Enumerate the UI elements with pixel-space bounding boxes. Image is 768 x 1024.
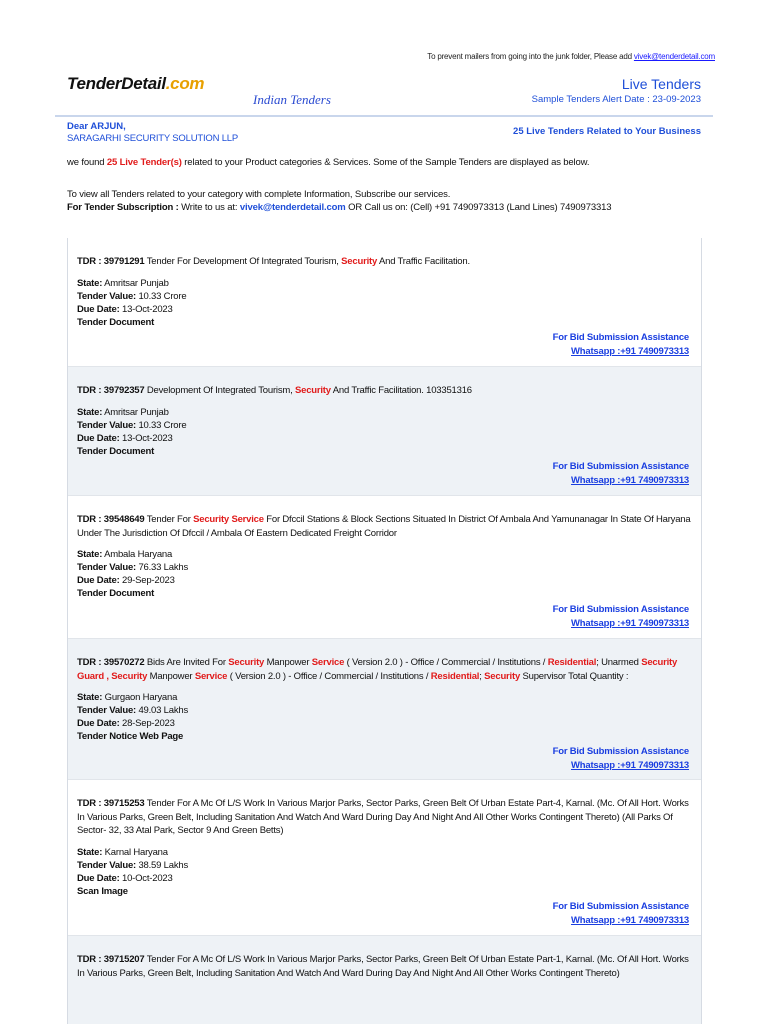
bid-assistance-label[interactable]: For Bid Submission Assistance <box>552 604 689 615</box>
bid-assistance <box>553 745 689 773</box>
whatsapp-link[interactable]: Whatsapp :+91 7490973313 <box>571 915 689 926</box>
whitelist-email-link[interactable]: vivek@tenderdetail.com <box>633 52 715 61</box>
tender-fields <box>77 691 691 743</box>
junk-folder-note <box>427 52 715 61</box>
live-tender-count: 25 Live Tender(s) <box>106 157 182 168</box>
tender-due-date: Due Date: 10-Oct-2023 <box>77 872 173 884</box>
subscribe-line: To view all Tenders related to your category with complete Information, Subscribe our services. <box>67 189 451 200</box>
bid-assistance <box>553 331 689 359</box>
tender-card <box>68 936 701 1024</box>
tender-description: Tender For Security Service For Dfccil Stations & Block Sections Situated In District Of Ambala And Yamunanagar In State Of Haryana Under The Jurisdiction Of Dfccil / Ambala Of Eastern Dedicated Freight Corridor <box>77 514 691 539</box>
bid-assistance-label[interactable]: For Bid Submission Assistance <box>552 746 689 757</box>
tender-state: State: Karnal Haryana <box>77 846 168 858</box>
tender-state: State: Ambala Haryana <box>77 549 173 560</box>
junk-folder-note-text: To prevent mailers from going into the junk folder, Please add <box>427 52 634 61</box>
alert-date: Sample Tenders Alert Date : 23-09-2023 <box>531 94 701 105</box>
tdr-number: 39715207 <box>103 954 145 965</box>
live-tenders-title: Live Tenders <box>621 76 701 92</box>
tender-description: Tender For A Mc Of L/S Work In Various Marjor Parks, Sector Parks, Green Belt Of Urban Estate Part-1, Karnal. (Mc. Of All Hort. Works In Various Parks, Green Belt, Including Sanitation And Watch And Ward During Day And Night And All Other Works Contingent Thereto) <box>77 954 689 979</box>
email-header <box>67 72 701 112</box>
tdr-label: TDR : <box>77 256 104 267</box>
tender-due-date: Due Date: 13-Oct-2023 <box>77 432 173 444</box>
tender-due-date: Due Date: 13-Oct-2023 <box>77 303 173 315</box>
tdr-number: 39715253 <box>103 798 145 809</box>
tender-card <box>68 367 701 496</box>
tender-description: Tender For Development Of Integrated Tourism, Security And Traffic Facilitation. <box>144 256 470 267</box>
tender-card <box>68 639 701 780</box>
tender-list <box>67 238 702 1024</box>
tender-value: Tender Value: 49.03 Lakhs <box>77 705 189 716</box>
bid-assistance-label[interactable]: For Bid Submission Assistance <box>552 461 689 472</box>
subscription-email-link[interactable]: vivek@tenderdetail.com <box>239 202 346 213</box>
tdr-number: 39548649 <box>103 514 145 525</box>
logo-suffix-text: .com <box>165 74 205 93</box>
tender-document-link[interactable]: Tender Document <box>77 316 155 328</box>
tender-fields <box>77 406 691 458</box>
bid-assistance-label[interactable]: For Bid Submission Assistance <box>552 332 689 343</box>
tender-title: TDR : 39548649 Tender For Security Service For Dfccil Stations & Block Sections Situated In District Of Ambala And Yamunanagar In State Of Haryana Under The Jurisdiction Of Dfccil / Ambala Of Eastern Dedicated Freight Corridor <box>77 514 691 539</box>
tender-title: TDR : 39715207 Tender For A Mc Of L/S Work In Various Marjor Parks, Sector Parks, Green Belt Of Urban Estate Part-1, Karnal. (Mc. Of All Hort. Works In Various Parks, Green Belt, Including Sanitation And Watch And Ward During Day And Night And All Other Works Contingent Thereto) <box>77 954 689 979</box>
tagline: Indian Tenders <box>253 92 331 107</box>
tender-card <box>68 780 701 936</box>
tender-value: Tender Value: 76.33 Lakhs <box>77 562 189 573</box>
tender-notice-link[interactable]: Tender Notice Web Page <box>77 731 184 742</box>
greeting <box>67 121 701 144</box>
header-divider <box>55 115 713 117</box>
tender-title: TDR : 39792357 Development Of Integrated Tourism, Security And Traffic Facilitation. 103351316 <box>77 385 472 396</box>
whatsapp-link[interactable]: Whatsapp :+91 7490973313 <box>571 475 689 486</box>
header-right <box>532 76 701 105</box>
tdr-number: 39792357 <box>103 385 145 396</box>
recipient-company: SARAGARHI SECURITY SOLUTION LLP <box>67 133 239 144</box>
scan-image-link[interactable]: Scan Image <box>77 885 128 897</box>
subscription-info <box>67 188 611 214</box>
tender-due-date: Due Date: 29-Sep-2023 <box>77 575 175 586</box>
tender-fields <box>77 548 691 600</box>
tender-document-link[interactable]: Tender Document <box>77 588 155 599</box>
tender-card <box>68 496 701 639</box>
subscription-label: For Tender Subscription : <box>67 202 179 213</box>
intro-text <box>67 157 589 168</box>
tender-state: State: Amritsar Punjab <box>77 277 169 289</box>
tender-state: State: Gurgaon Haryana <box>77 692 178 703</box>
tender-fields <box>77 277 691 329</box>
related-tenders-count: 25 Live Tenders Related to Your Business <box>513 126 701 137</box>
tender-title: TDR : 39570272 Bids Are Invited For Security Manpower Service ( Version 2.0 ) - Office / Commercial / Institutions / Residential; Unarmed Security Guard , Security Manpower Service ( Version 2.0 ) - Office / Commercial / Institutions / Residential; Security Supervisor Total Quantity : <box>77 657 678 682</box>
tender-document-link[interactable]: Tender Document <box>77 445 155 457</box>
whatsapp-link[interactable]: Whatsapp :+91 7490973313 <box>571 618 689 629</box>
bid-assistance-label[interactable]: For Bid Submission Assistance <box>552 901 689 912</box>
recipient-name: Dear ARJUN, <box>67 121 126 132</box>
tender-card <box>68 238 701 367</box>
tenderdetail-logo[interactable] <box>67 74 204 94</box>
whatsapp-link[interactable]: Whatsapp :+91 7490973313 <box>571 346 689 357</box>
tender-description: Bids Are Invited For Security Manpower Service ( Version 2.0 ) - Office / Commercial / Institutions / Residential; Unarmed Security Guard , Security Manpower Service ( Version 2.0 ) - Office / Commercial / Institutions / Residential; Security Supervisor Total Quantity : <box>77 657 678 682</box>
intro-pre: we found <box>67 157 107 168</box>
tender-title <box>77 255 691 269</box>
tender-due-date: Due Date: 28-Sep-2023 <box>77 718 175 729</box>
tender-title: TDR : 39715253 Tender For A Mc Of L/S Work In Various Marjor Parks, Sector Parks, Green Belt Of Urban Estate Part-4, Karnal. (Mc. Of All Hort. Works In Various Parks, Green Belt, Including Sanitation And Watch And Ward During Day And Night And All Other Works Contingent Thereto) (All Parks Of Sector- 32, 33 Atal Park, Sector 9 And Green Betts) <box>77 798 689 836</box>
bid-assistance <box>553 900 689 928</box>
whatsapp-link[interactable]: Whatsapp :+91 7490973313 <box>571 760 689 771</box>
call-us-text: OR Call us on: (Cell) +91 7490973313 (Land Lines) 7490973313 <box>345 202 612 213</box>
bid-assistance <box>553 460 689 488</box>
tender-value: Tender Value: 10.33 Crore <box>77 290 187 302</box>
tender-value: Tender Value: 38.59 Lakhs <box>77 859 189 871</box>
write-to-us: Write to us at: <box>178 202 240 213</box>
intro-post: related to your Product categories & Services. Some of the Sample Tenders are displayed as below. <box>181 157 590 168</box>
logo-main-text: TenderDetail <box>67 74 166 93</box>
subscription-contact <box>67 201 611 214</box>
tender-value: Tender Value: 10.33 Crore <box>77 419 187 431</box>
tender-fields <box>77 846 691 898</box>
bid-assistance <box>553 603 689 631</box>
tender-description: Development Of Integrated Tourism, Security And Traffic Facilitation. 103351316 <box>144 385 472 396</box>
tdr-number: 39570272 <box>103 657 145 668</box>
tender-description: Tender For A Mc Of L/S Work In Various Marjor Parks, Sector Parks, Green Belt Of Urban Estate Part-4, Karnal. (Mc. Of All Hort. Works In Various Parks, Green Belt, Including Sanitation And Watch And Ward During Day And Night And All Other Works Contingent Thereto) (All Parks Of Sector- 32, 33 Atal Park, Sector 9 And Green Betts) <box>77 798 689 836</box>
tender-state: State: Amritsar Punjab <box>77 406 169 418</box>
tdr-number: 39791291 <box>103 256 145 267</box>
